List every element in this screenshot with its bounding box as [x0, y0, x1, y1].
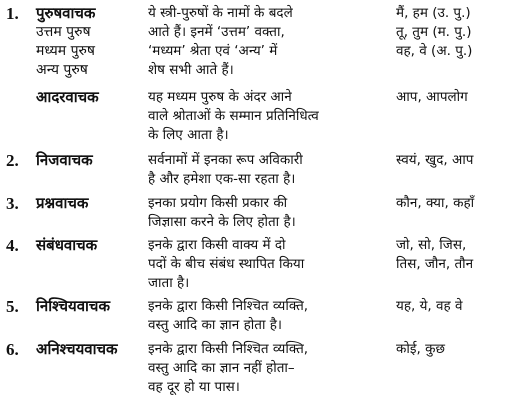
term-label: अनिश्चयवाचक: [36, 340, 118, 358]
term-column: [36, 4, 95, 80]
description-line: वस्तु आदि का ज्ञान नहीं होता–: [148, 360, 295, 376]
subterm-label: अन्य पुरुष: [36, 62, 88, 78]
row-number: 2.: [6, 151, 19, 170]
example-line: तू, तुम (म. पु.): [396, 24, 472, 40]
description-line: सर्वनामों में इनका रूप अविकारी: [148, 152, 303, 168]
description-line: वाले श्रोताओं के सम्मान प्रतिनिधित्व: [148, 108, 319, 124]
description-line: इनके द्वारा किसी वाक्य में दो: [148, 237, 286, 253]
description: [148, 194, 368, 232]
examples: [396, 151, 522, 170]
row-number: 4.: [6, 236, 19, 255]
example-line: आप, आपलोग: [396, 89, 468, 105]
example-line: यह, ये, वह वे: [396, 298, 463, 314]
description-line: के लिए आता है।: [148, 127, 229, 143]
description-line: है और हमेशा एक-सा रहता है।: [148, 171, 296, 187]
term-label: संबंधवाचक: [36, 236, 98, 254]
examples: [396, 236, 522, 274]
description: [148, 4, 368, 80]
row-number: 6.: [6, 340, 19, 359]
description-line: वस्तु आदि का ज्ञान होता है।: [148, 317, 283, 333]
description: [148, 297, 368, 335]
description: [148, 151, 368, 189]
description-line: पदों के बीच संबंध स्थापित किया: [148, 256, 305, 272]
row-number: 5.: [6, 297, 19, 316]
description-line: आते हैं। इनमें ‘उत्तम’ वक्ता,: [148, 24, 285, 40]
examples: [396, 340, 522, 359]
description-line: इनके द्वारा किसी निश्चित व्यक्ति,: [148, 298, 309, 314]
subterm-label: उत्तम पुरुष: [36, 24, 91, 40]
description: [148, 88, 368, 145]
row-number: 1.: [6, 4, 19, 23]
examples: [396, 88, 522, 107]
description-line: इनके द्वारा किसी निश्चित व्यक्ति,: [148, 341, 309, 357]
term-label: प्रश्नवाचक: [36, 194, 89, 212]
examples: [396, 297, 522, 316]
term-label: आदरवाचक: [36, 88, 99, 106]
term-label: निजवाचक: [36, 151, 93, 169]
example-line: जो, सो, जिस,: [396, 237, 467, 253]
example-line: स्वयं, खुद, आप: [396, 152, 474, 168]
description-line: ‘मध्यम’ श्रेता एवं ‘अन्य’ में: [148, 43, 278, 59]
description: [148, 340, 368, 397]
term-label: निश्चियवाचक: [36, 297, 110, 315]
example-line: वह, वे (अ. पु.): [396, 43, 473, 59]
example-line: कोई, कुछ: [396, 341, 445, 357]
description-line: जाता है।: [148, 275, 190, 291]
examples: [396, 194, 522, 213]
subterm-label: मध्यम पुरुष: [36, 43, 95, 59]
description-line: वह दूर हो या पास।: [148, 379, 240, 395]
examples: [396, 4, 522, 61]
example-line: मैं, हम (उ. पु.): [396, 5, 471, 21]
term-label: पुरुषवाचक: [36, 4, 96, 22]
description-line: ये स्त्री-पुरुषों के नामों के बदले: [148, 5, 293, 21]
description-line: शेष सभी आते हैं।: [148, 62, 234, 78]
description-line: यह मध्यम पुरुष के अंदर आने: [148, 89, 292, 105]
example-line: कौन, क्या, कहाँ: [396, 195, 475, 211]
description-line: जिज्ञासा करने के लिए होता है।: [148, 214, 296, 230]
row-number: 3.: [6, 194, 19, 213]
description-line: इनका प्रयोग किसी प्रकार की: [148, 195, 288, 211]
example-line: तिस, जौन, तौन: [396, 256, 474, 272]
description: [148, 236, 368, 293]
